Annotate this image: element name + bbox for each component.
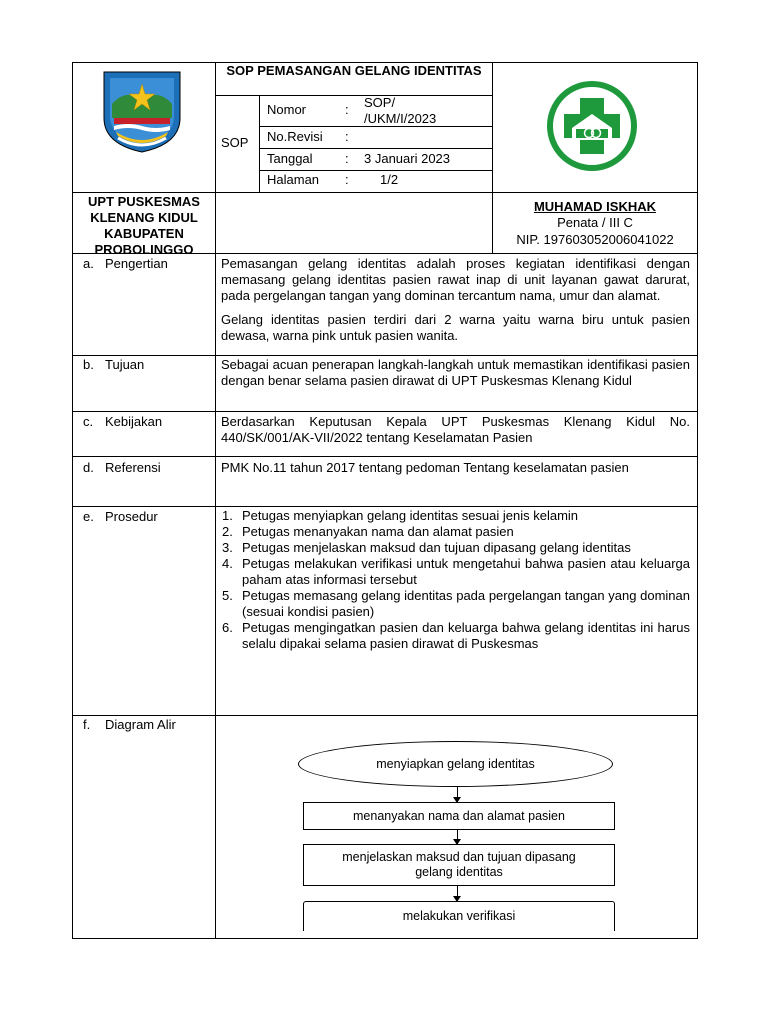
field-label: Nomor [267, 102, 307, 117]
section-letter: f. [83, 717, 91, 732]
field-label: Halaman [267, 172, 320, 187]
step-text: Petugas menyiapkan gelang identitas sesuai jenis kelamin [242, 508, 579, 523]
field-separator: : [345, 151, 349, 166]
field-value: SOP/ /UKM/I/2023 [364, 95, 437, 126]
organization-name: UPT PUSKESMAS KLENANG KIDUL KABUPATEN PROBOLINGGO [88, 194, 200, 257]
section-label: Referensi [105, 460, 161, 475]
section-text: PMK No.11 tahun 2017 tentang pedoman Tentang keselamatan pasien [221, 460, 629, 475]
step-number: 4. [222, 556, 233, 571]
sop-label: SOP [221, 135, 249, 150]
signatory-rank: Penata / III C [557, 215, 633, 230]
flow-verify-box: melakukan verifikasi [303, 901, 615, 931]
step-number: 6. [222, 620, 233, 635]
field-separator: : [345, 172, 349, 187]
field-separator: : [345, 129, 349, 144]
section-letter: d. [83, 460, 94, 475]
section-letter: b. [83, 357, 94, 372]
procedure-step [216, 620, 690, 652]
procedure-step [216, 556, 690, 588]
section-text: Sebagai acuan penerapan langkah-langkah untuk memastikan identifikasi pasien dengan benar selama pasien dirawat di UPT Puskesmas Klenang Kidul [221, 357, 690, 388]
step-text: Petugas mengingatkan pasien dan keluarga bahwa gelang identitas ini harus selalu dipakai selama pasien dirawat di Puskesmas [242, 620, 690, 651]
flow-step-box: menjelaskan maksud dan tujuan dipasang gelang identitas [303, 844, 615, 886]
step-text: Petugas melakukan verifikasi untuk mengetahui bahwa pasien atau keluarga paham atas informasi tersebut [242, 556, 690, 587]
step-number: 2. [222, 524, 233, 539]
flow-arrow [457, 787, 458, 802]
section-paragraph: Pemasangan gelang identitas adalah proses kegiatan identifikasi dengan memasang gelang identitas pasien rawat inap di unit layanan gawat darurat, pada pergelangan tangan yang dominan tercantum nama, umur dan alamat. [221, 256, 690, 303]
step-number: 5. [222, 588, 233, 603]
step-text: Petugas menanyakan nama dan alamat pasien [242, 524, 514, 539]
section-label: Diagram Alir [105, 717, 176, 732]
procedure-step [216, 524, 690, 540]
flow-arrow [457, 830, 458, 844]
section-text: Berdasarkan Keputusan Kepala UPT Puskesmas Klenang Kidul No. 440/SK/001/AK-VII/2022 tentang Keselamatan Pasien [221, 414, 690, 445]
section-label: Tujuan [105, 357, 145, 372]
document-title: SOP PEMASANGAN GELANG IDENTITAS [226, 63, 482, 78]
signatory-name: MUHAMAD ISKHAK [533, 199, 657, 214]
step-text: Petugas menjelaskan maksud dan tujuan dipasang gelang identitas [242, 540, 631, 555]
field-label: No.Revisi [267, 129, 323, 144]
section-letter: c. [83, 414, 94, 429]
section-paragraph: Gelang identitas pasien terdiri dari 2 warna yaitu warna biru untuk pasien dewasa, warna pink untuk pasien wanita. [221, 312, 690, 343]
step-text: Petugas memasang gelang identitas pada pergelangan tangan yang dominan (sesuai kondisi pasien) [242, 588, 690, 619]
flow-start-ellipse: menyiapkan gelang identitas [298, 741, 613, 787]
procedure-list [216, 508, 690, 652]
field-separator: : [345, 102, 349, 117]
section-label: Kebijakan [105, 414, 163, 429]
procedure-step [216, 588, 690, 620]
flow-arrow [457, 886, 458, 901]
signatory-nip: NIP. 197603052006041022 [516, 232, 674, 247]
flow-step-box: menanyakan nama dan alamat pasien [303, 802, 615, 830]
section-letter: e. [83, 509, 94, 524]
step-number: 1. [222, 508, 233, 523]
procedure-step [216, 508, 690, 524]
field-label: Tanggal [267, 151, 313, 166]
puskesmas-logo [546, 80, 638, 172]
field-value: 3 Januari 2023 [364, 151, 451, 166]
section-letter: a. [83, 256, 94, 271]
regional-emblem-logo [100, 66, 184, 154]
field-value: 1/2 [380, 172, 399, 187]
step-number: 3. [222, 540, 233, 555]
section-label: Prosedur [105, 509, 158, 524]
procedure-step [216, 540, 690, 556]
section-label: Pengertian [105, 256, 168, 271]
